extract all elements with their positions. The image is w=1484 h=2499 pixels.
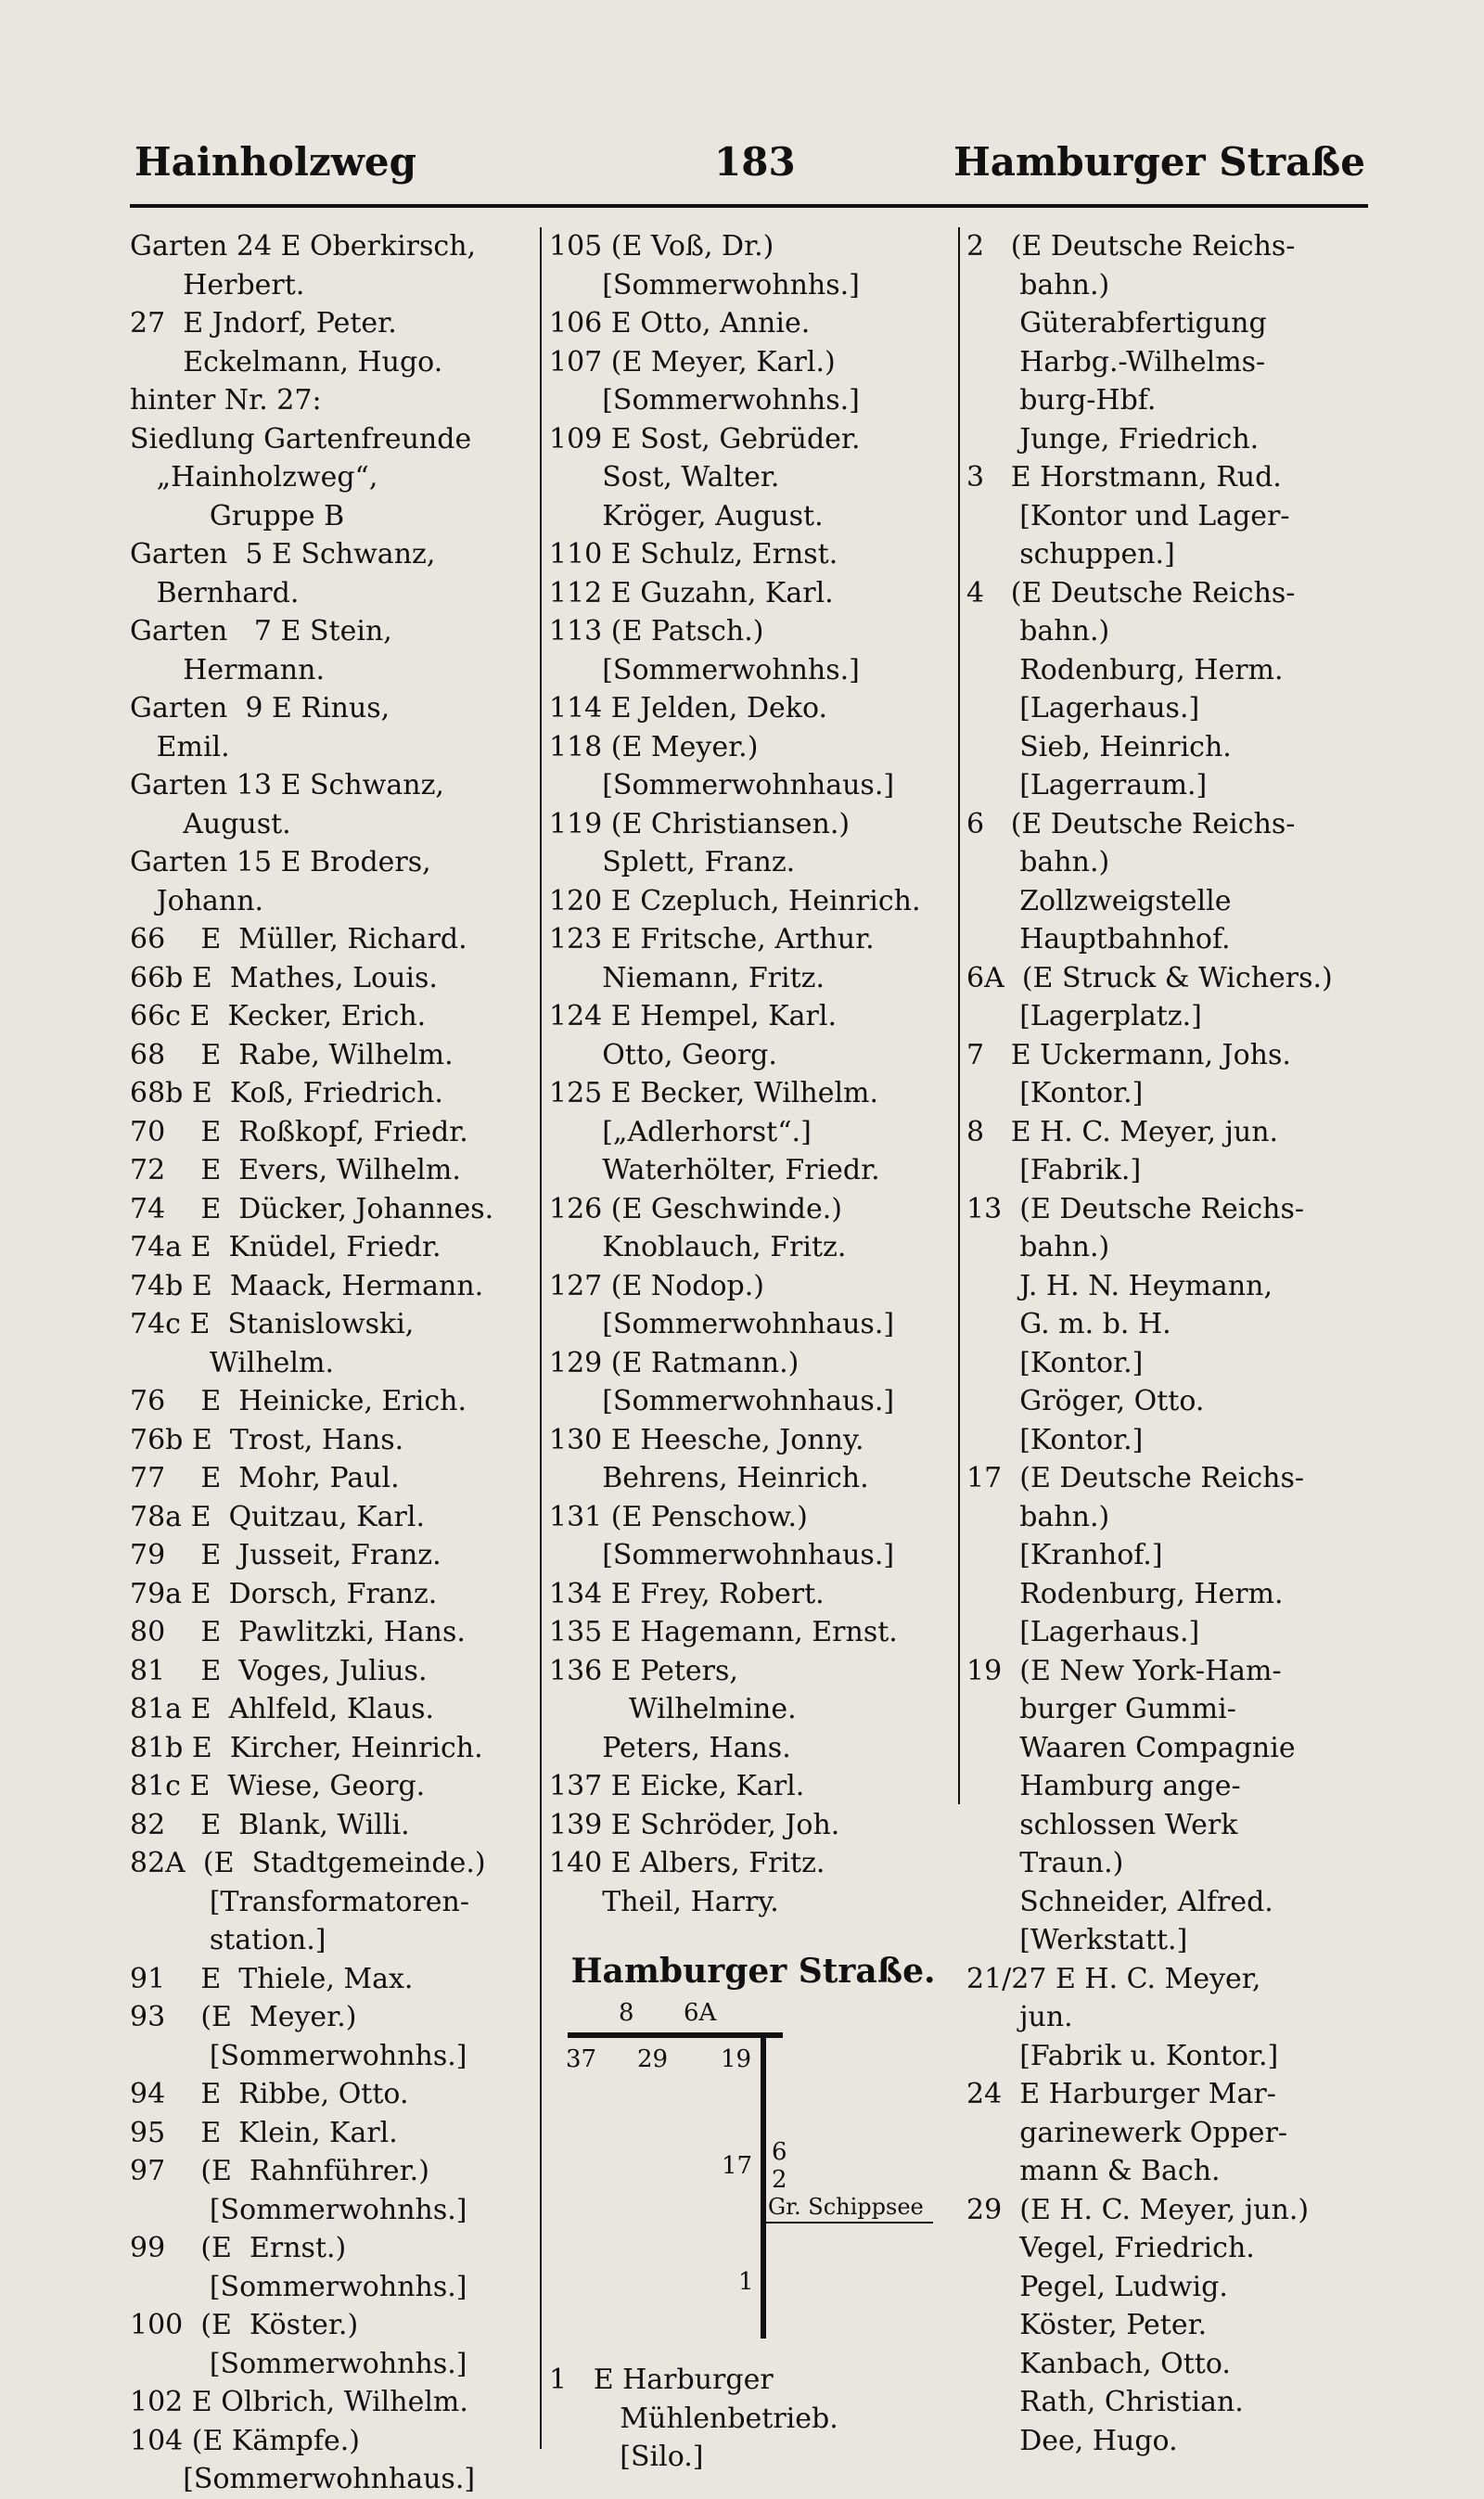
directory-entry-line: 6 (E Deutsche Reichs-	[966, 807, 1296, 840]
directory-entry-line: Siedlung Gartenfreunde	[130, 422, 472, 455]
directory-entry-line: 76 E Heinicke, Erich.	[130, 1385, 467, 1417]
directory-entry-line: Sost, Walter.	[549, 461, 780, 493]
directory-entry-line: 104 (E Kämpfe.)	[130, 2424, 360, 2457]
directory-entry-line: [Sommerwohnhs.]	[549, 268, 860, 301]
directory-entry-line: [Sommerwohnhaus.]	[549, 1308, 895, 1340]
directory-entry-line: bahn.)	[966, 1500, 1110, 1533]
directory-entry-line: Peters, Hans.	[549, 1731, 791, 1764]
directory-entry-line: 27 E Jndorf, Peter.	[130, 307, 397, 340]
directory-entry-line: [Fabrik u. Kontor.]	[966, 2039, 1279, 2072]
street-section	[549, 1943, 957, 2477]
directory-entry-line: [Transformatoren-	[130, 1885, 469, 1918]
directory-entry-line: 91 E Thiele, Max.	[130, 1962, 414, 1995]
directory-entry-line: J. H. N. Heymann,	[966, 1269, 1273, 1302]
directory-entry-line: 110 E Schulz, Ernst.	[549, 538, 838, 570]
directory-entry-line: [Sommerwohnhs.]	[130, 2347, 467, 2380]
directory-entry-line: Rodenburg, Herm.	[966, 1577, 1284, 1610]
directory-entry-line: 79a E Dorsch, Franz.	[130, 1577, 438, 1610]
directory-entry-line: 19 (E New York-Ham-	[966, 1654, 1282, 1687]
directory-entry-line: Garten 9 E Rinus,	[130, 692, 390, 724]
header-street-right: Hamburger Straße	[953, 139, 1365, 185]
directory-entry-line: [Lagerplatz.]	[966, 1000, 1202, 1032]
directory-entry-line: 124 E Hempel, Karl.	[549, 1000, 837, 1032]
directory-entry-line: Herbert.	[130, 268, 305, 301]
column-3	[966, 227, 1384, 2460]
directory-entry-line: 66b E Mathes, Louis.	[130, 961, 438, 994]
directory-entry-line: Otto, Georg.	[549, 1038, 777, 1071]
directory-entry-line: Behrens, Heinrich.	[549, 1462, 869, 1494]
directory-entry-line: 81c E Wiese, Georg.	[130, 1770, 426, 1802]
directory-entry-line: jun.	[966, 2001, 1073, 2033]
directory-entry-line: Knoblauch, Fritz.	[549, 1231, 847, 1263]
directory-entry-line: 114 E Jelden, Deko.	[549, 692, 828, 724]
directory-entry-line: 140 E Albers, Fritz.	[549, 1847, 825, 1879]
directory-entry-line: bahn.)	[966, 846, 1110, 878]
directory-entry-line: 6A (E Struck & Wichers.)	[966, 961, 1333, 994]
directory-entry-line: Junge, Friedrich.	[966, 422, 1260, 455]
directory-entry-line: 24 E Harburger Mar-	[966, 2078, 1276, 2110]
directory-entry-line: 119 (E Christiansen.)	[549, 807, 851, 840]
directory-entry-line: Johann.	[130, 884, 264, 917]
directory-entry-line: Schneider, Alfred.	[966, 1885, 1273, 1918]
directory-entry-line: [Lagerraum.]	[966, 769, 1208, 801]
directory-entry-line: 21/27 E H. C. Meyer,	[966, 1962, 1261, 1995]
directory-entry-line: [Kontor und Lager-	[966, 499, 1290, 532]
directory-entry-line: Zollzweigstelle	[966, 884, 1232, 917]
directory-entry-line: 139 E Schröder, Joh.	[549, 1808, 840, 1841]
directory-entry-line: [Lagerhaus.]	[966, 692, 1200, 724]
street-entry-line: 1 E Harburger	[549, 2364, 774, 2396]
directory-entry-line: Kröger, August.	[549, 499, 824, 532]
map-label-6A: 6A	[684, 1999, 717, 2027]
directory-entry-line: 74a E Knüdel, Friedr.	[130, 1231, 441, 1263]
directory-entry-line: 17 (E Deutsche Reichs-	[966, 1462, 1304, 1494]
directory-entry-line: 2 (E Deutsche Reichs-	[966, 230, 1296, 263]
directory-entry-line: [Kranhof.]	[966, 1539, 1163, 1571]
directory-entry-line: garinewerk Opper-	[966, 2116, 1288, 2149]
directory-entry-line: 78a E Quitzau, Karl.	[130, 1500, 425, 1533]
column-divider-1	[540, 227, 542, 2449]
directory-entry-line: mann & Bach.	[966, 2155, 1221, 2187]
map-street-vertical	[761, 2032, 766, 2339]
directory-entry-line: 137 E Eicke, Karl.	[549, 1770, 805, 1802]
directory-entry-line: Kanbach, Otto.	[966, 2347, 1231, 2380]
map-label-6: 6	[772, 2138, 787, 2166]
map-label-29: 29	[637, 2045, 669, 2073]
directory-entry-line: G. m. b. H.	[966, 1308, 1171, 1340]
directory-entry-line: 95 E Klein, Karl.	[130, 2116, 398, 2149]
directory-entry-line: 74 E Dücker, Johannes.	[130, 1192, 494, 1225]
directory-entry-line: 13 (E Deutsche Reichs-	[966, 1192, 1304, 1225]
directory-entry-line: 135 E Hagemann, Ernst.	[549, 1616, 898, 1648]
header-rule	[130, 204, 1368, 208]
street-title: Hamburger Straße.	[570, 1952, 936, 1991]
map-cross-street	[766, 2222, 933, 2223]
directory-entry-line: Wilhelmine.	[549, 1693, 797, 1725]
directory-entry-line: bahn.)	[966, 1231, 1110, 1263]
directory-entry-line: Rodenburg, Herm.	[966, 653, 1284, 686]
directory-entry-line: [Kontor.]	[966, 1423, 1144, 1456]
directory-entry-line: [Sommerwohnhaus.]	[130, 2463, 476, 2495]
directory-entry-line: 94 E Ribbe, Otto.	[130, 2078, 409, 2110]
column-1	[130, 227, 538, 2499]
directory-entry-line: 74b E Maack, Hermann.	[130, 1269, 484, 1302]
directory-entry-line: hinter Nr. 27:	[130, 384, 322, 416]
header-street-left: Hainholzweg	[134, 139, 416, 185]
directory-entry-line: Garten 13 E Schwanz,	[130, 769, 444, 801]
directory-entry-line: [Sommerwohnhs.]	[130, 2270, 467, 2303]
directory-entry-line: 100 (E Köster.)	[130, 2309, 359, 2341]
column-divider-2	[958, 227, 960, 1804]
directory-entry-line: 102 E Olbrich, Wilhelm.	[130, 2386, 468, 2418]
directory-entry-line: [Sommerwohnhs.]	[130, 2193, 467, 2226]
directory-entry-line: 118 (E Meyer.)	[549, 730, 759, 763]
directory-entry-line: 74c E Stanislowski,	[130, 1308, 415, 1340]
directory-entry-line: 113 (E Patsch.)	[549, 615, 764, 647]
directory-entry-line: Güterabfertigung	[966, 307, 1267, 340]
directory-entry-line: August.	[130, 807, 291, 840]
directory-entry-line: 29 (E H. C. Meyer, jun.)	[966, 2193, 1310, 2226]
directory-entry-line: 106 E Otto, Annie.	[549, 307, 811, 340]
directory-entry-line: 129 (E Ratmann.)	[549, 1346, 800, 1379]
page-number: 183	[714, 139, 796, 185]
directory-entry-line: 136 E Peters,	[549, 1654, 738, 1687]
directory-entry-line: 72 E Evers, Wilhelm.	[130, 1154, 461, 1186]
map-label-8: 8	[619, 1999, 634, 2027]
directory-entry-line: [„Adlerhorst“.]	[549, 1115, 812, 1148]
directory-entry-line: Harbg.-Wilhelms-	[966, 345, 1266, 378]
directory-entry-line: 130 E Heesche, Jonny.	[549, 1423, 864, 1456]
column-2	[549, 227, 957, 1921]
directory-entry-line: Garten 7 E Stein,	[130, 615, 392, 647]
directory-entry-line: 70 E Roßkopf, Friedr.	[130, 1115, 468, 1148]
directory-entry-line: 125 E Becker, Wilhelm.	[549, 1077, 879, 1109]
directory-entry-line: 77 E Mohr, Paul.	[130, 1462, 400, 1494]
street-entry	[549, 2361, 957, 2477]
directory-entry-line: Waaren Compagnie	[966, 1731, 1296, 1764]
map-label-37: 37	[566, 2045, 597, 2073]
directory-entry-line: [Sommerwohnhs.]	[130, 2039, 467, 2072]
directory-entry-line: station.]	[130, 1924, 326, 1956]
directory-entry-line: [Werkstatt.]	[966, 1924, 1188, 1956]
directory-entry-line: Garten 5 E Schwanz,	[130, 538, 436, 570]
directory-entry-line: burg-Hbf.	[966, 384, 1157, 416]
directory-entry-line: [Sommerwohnhaus.]	[549, 1385, 895, 1417]
directory-entry-line: 68b E Koß, Friedrich.	[130, 1077, 443, 1109]
map-label-cross-street: Gr. Schippsee	[768, 2194, 924, 2220]
directory-entry-line: 123 E Fritsche, Arthur.	[549, 923, 875, 955]
directory-entry-line: 76b E Trost, Hans.	[130, 1423, 404, 1456]
directory-entry-line: Dee, Hugo.	[966, 2424, 1178, 2457]
directory-entry-line: 8 E H. C. Meyer, jun.	[966, 1115, 1279, 1148]
directory-entry-line: Waterhölter, Friedr.	[549, 1154, 880, 1186]
directory-entry-line: Niemann, Fritz.	[549, 961, 825, 994]
map-label-17: 17	[722, 2152, 753, 2180]
directory-entry-line: [Lagerhaus.]	[966, 1616, 1200, 1648]
directory-entry-line: [Sommerwohnhs.]	[549, 653, 860, 686]
directory-entry-line: burger Gummi-	[966, 1693, 1236, 1725]
directory-entry-line: Splett, Franz.	[549, 846, 796, 878]
directory-entry-line: Wilhelm.	[130, 1346, 334, 1379]
directory-entry-line: Rath, Christian.	[966, 2386, 1244, 2418]
directory-entry-line: 80 E Pawlitzki, Hans.	[130, 1616, 466, 1648]
directory-entry-line: Traun.)	[966, 1847, 1124, 1879]
directory-entry-line: Garten 15 E Broders,	[130, 846, 431, 878]
directory-entry-line: Pegel, Ludwig.	[966, 2270, 1228, 2303]
directory-entry-line: Emil.	[130, 730, 230, 763]
directory-entry-line: 79 E Jusseit, Franz.	[130, 1539, 441, 1571]
directory-entry-line: 99 (E Ernst.)	[130, 2232, 347, 2264]
directory-entry-line: Gröger, Otto.	[966, 1385, 1205, 1417]
directory-entry-line: Garten 24 E Oberkirsch,	[130, 230, 477, 263]
directory-entry-line: 134 E Frey, Robert.	[549, 1577, 825, 1610]
directory-entry-line: 68 E Rabe, Wilhelm.	[130, 1038, 454, 1071]
directory-entry-line: „Hainholzweg“,	[130, 461, 378, 493]
directory-entry-line: Theil, Harry.	[549, 1885, 779, 1918]
directory-entry-line: Eckelmann, Hugo.	[130, 345, 443, 378]
directory-entry-line: 81 E Voges, Julius.	[130, 1654, 428, 1687]
directory-entry-line: Sieb, Heinrich.	[966, 730, 1232, 763]
directory-entry-line: 93 (E Meyer.)	[130, 2001, 357, 2033]
directory-entry-line: 66c E Kecker, Erich.	[130, 1000, 427, 1032]
directory-entry-line: Bernhard.	[130, 576, 300, 609]
directory-entry-line: 81b E Kircher, Heinrich.	[130, 1731, 483, 1764]
directory-entry-line: 82A (E Stadtgemeinde.)	[130, 1847, 486, 1879]
map-street-horizontal	[568, 2032, 783, 2038]
directory-entry-line: bahn.)	[966, 268, 1110, 301]
directory-entry-line: 126 (E Geschwinde.)	[549, 1192, 842, 1225]
directory-entry-line: [Sommerwohnhaus.]	[549, 1539, 895, 1571]
directory-entry-line: [Kontor.]	[966, 1077, 1144, 1109]
directory-entry-line: 4 (E Deutsche Reichs-	[966, 576, 1296, 609]
map-label-19: 19	[721, 2045, 752, 2073]
directory-entry-line: 7 E Uckermann, Johs.	[966, 1038, 1291, 1071]
directory-entry-line: 131 (E Penschow.)	[549, 1500, 808, 1533]
directory-entry-line: 105 (E Voß, Dr.)	[549, 230, 774, 263]
directory-entry-line: 109 E Sost, Gebrüder.	[549, 422, 861, 455]
directory-entry-line: bahn.)	[966, 615, 1110, 647]
directory-entry-line: 82 E Blank, Willi.	[130, 1808, 410, 1841]
directory-entry-line: [Sommerwohnhs.]	[549, 384, 860, 416]
directory-entry-line: 107 (E Meyer, Karl.)	[549, 345, 836, 378]
directory-entry-line: Köster, Peter.	[966, 2309, 1208, 2341]
directory-entry-line: Hermann.	[130, 653, 325, 686]
directory-entry-line: Hamburg ange-	[966, 1770, 1241, 1802]
directory-entry-line: 81a E Ahlfeld, Klaus.	[130, 1693, 435, 1725]
directory-entry-line: [Kontor.]	[966, 1346, 1144, 1379]
directory-entry-line: Vegel, Friedrich.	[966, 2232, 1255, 2264]
directory-entry-line: 66 E Müller, Richard.	[130, 923, 467, 955]
directory-entry-line: schuppen.]	[966, 538, 1175, 570]
directory-entry-line: 97 (E Rahnführer.)	[130, 2155, 429, 2187]
directory-entry-line: 120 E Czepluch, Heinrich.	[549, 884, 921, 917]
directory-entry-line: 3 E Horstmann, Rud.	[966, 461, 1282, 493]
directory-entry-line: 127 (E Nodop.)	[549, 1269, 764, 1302]
street-entry-line: [Silo.]	[549, 2441, 704, 2473]
street-map	[549, 1999, 957, 2361]
directory-entry-line: [Fabrik.]	[966, 1154, 1142, 1186]
map-label-2: 2	[772, 2166, 787, 2194]
map-label-1: 1	[738, 2268, 754, 2296]
directory-entry-line: [Sommerwohnhaus.]	[549, 769, 895, 801]
directory-entry-line: Hauptbahnhof.	[966, 923, 1231, 955]
directory-entry-line: Gruppe B	[130, 499, 345, 532]
directory-entry-line: schlossen Werk	[966, 1808, 1238, 1841]
street-entry-line: Mühlenbetrieb.	[549, 2402, 838, 2435]
directory-entry-line: 112 E Guzahn, Karl.	[549, 576, 834, 609]
